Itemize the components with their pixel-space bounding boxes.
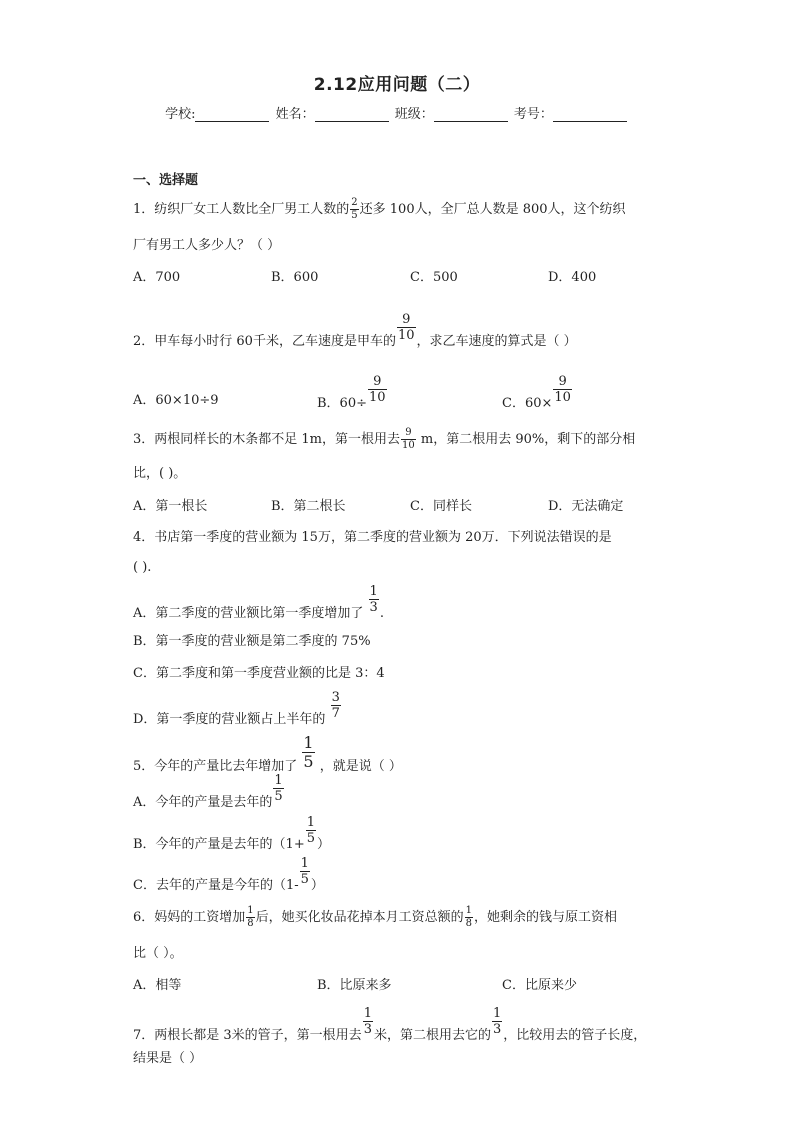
q2-option-b-fraction: $\frac{9}{10}$	[369, 374, 386, 405]
q2-line1	[133, 312, 577, 356]
q5-option-a[interactable]: A．今年的产量是去年的 $\frac{1}{5}$	[133, 773, 283, 810]
q3-option-b[interactable]: B．第二根长	[271, 499, 346, 514]
q2-option-c-fraction: $\frac{9}{10}$	[554, 374, 571, 405]
page-title: 2.12应用问题（二）	[313, 75, 481, 95]
q7-line1	[133, 1006, 647, 1050]
q1-option-a[interactable]: A．700	[133, 270, 181, 285]
q4-option-a-fraction: $\frac{1}{3}$	[369, 584, 378, 615]
q6-line2: 比（ ）。	[133, 946, 183, 961]
q6-text-b: 后，她买化妆品花掉本月工资总额的	[255, 910, 464, 925]
q5-option-b[interactable]: B．今年的产量是去年的（1+ $\frac{1}{5}$ ）	[133, 815, 331, 852]
q7-text-b: 米，第二根用去它的	[373, 1028, 491, 1043]
q6-fraction-1: $\frac{1}{8}$	[247, 905, 254, 929]
q3-fraction: $\frac{9}{10}$	[402, 427, 415, 451]
q5-option-a-fraction: $\frac{1}{5}$	[274, 773, 283, 804]
q4-option-d-fraction: $\frac{3}{7}$	[331, 690, 340, 721]
q5-option-c[interactable]: C．去年的产量是今年的（1- $\frac{1}{5}$ ）	[133, 856, 324, 893]
q5-option-c-fraction: $\frac{1}{5}$	[300, 856, 309, 887]
q6-text-a: 6．妈妈的工资增加	[133, 910, 246, 925]
q2-fraction: $\frac{9}{10}$	[397, 312, 415, 343]
number-blank[interactable]	[553, 107, 627, 122]
q5-text-a: 5．今年的产量比去年增加了	[133, 759, 298, 774]
name-label: 姓名：	[275, 107, 315, 122]
q1-option-b[interactable]: B．600	[271, 270, 319, 285]
q6-option-b[interactable]: B．比原来多	[317, 978, 392, 993]
section-heading: 一、选择题	[133, 173, 199, 188]
name-blank[interactable]	[315, 107, 389, 122]
q1-option-c[interactable]: C．500	[410, 270, 458, 285]
q2-text-a: 2．甲车每小时行 60千米，乙车速度是甲车的	[133, 334, 396, 349]
school-label: 学校:	[165, 107, 196, 122]
q6-line1	[133, 906, 617, 929]
q3-text-b: m，第二根用去 90%，剩下的部分相	[416, 432, 636, 447]
q2-option-a[interactable]: A．60×10÷9	[133, 393, 219, 408]
q1-line1	[133, 198, 626, 221]
q4-option-b[interactable]: B．第一季度的营业额是第二季度的 75%	[133, 634, 371, 649]
q3-line2: 比，( )。	[133, 466, 187, 481]
q5-fraction: $\frac{1}{5}$	[303, 733, 314, 771]
q4-option-c[interactable]: C．第二季度和第一季度营业额的比是 3：4	[133, 666, 385, 681]
q4-option-d[interactable]: D．第一季度的营业额占上半年的 $\frac{3}{7}$	[133, 690, 340, 727]
q7-text-a: 7．两根长都是 3米的管子，第一根用去	[133, 1028, 362, 1043]
q6-option-c[interactable]: C．比原来少	[502, 978, 577, 993]
q2-option-c[interactable]: C．60× $\frac{9}{10}$	[502, 374, 571, 411]
q7-text-c: ，比较用去的管子长度，	[503, 1028, 647, 1043]
q7-fraction-1: $\frac{1}{3}$	[363, 1006, 372, 1037]
q3-line1	[133, 428, 635, 451]
q3-option-d[interactable]: D．无法确定	[548, 499, 624, 514]
student-info-row	[0, 103, 794, 122]
class-blank[interactable]	[434, 107, 508, 122]
q1-line2: 厂有男工人多少人？（ ）	[133, 238, 281, 253]
q7-fraction-2: $\frac{1}{3}$	[492, 1006, 502, 1037]
q6-text-c: ，她剩余的钱与原工资相	[474, 910, 618, 925]
q5-option-b-fraction: $\frac{1}{5}$	[306, 815, 315, 846]
q7-line2: 结果是（ ）	[133, 1051, 203, 1066]
q4-line1: 4．书店第一季度的营业额为 15万，第二季度的营业额为 20万．下列说法错误的是	[133, 530, 612, 545]
q6-fraction-2: $\frac{1}{8}$	[465, 905, 473, 929]
q3-option-a[interactable]: A．第一根长	[133, 499, 208, 514]
q5-text-b: ，就是说（ ）	[319, 759, 402, 774]
q1-fraction: $\frac{2}{5}$	[351, 197, 358, 221]
q3-option-c[interactable]: C．同样长	[410, 499, 472, 514]
q4-line2: ( ).	[133, 560, 152, 575]
q2-text-b: ，求乙车速度的算式是（ ）	[416, 334, 577, 349]
q1-option-d[interactable]: D．400	[548, 270, 597, 285]
q5-line1	[133, 733, 402, 784]
q1-text-a: 1．纺织厂女工人数比全厂男工人数的	[133, 202, 350, 217]
q1-text-b: 还多 100人，全厂总人数是 800人，这个纺织	[359, 202, 626, 217]
school-blank[interactable]	[195, 107, 269, 122]
q3-text-a: 3．两根同样长的木条都不足 1m，第一根用去	[133, 432, 401, 447]
number-label: 考号：	[513, 107, 553, 122]
q6-option-a[interactable]: A．相等	[133, 978, 182, 993]
class-label: 班级：	[394, 107, 434, 122]
q4-option-a[interactable]: A．第二季度的营业额比第一季度增加了 $\frac{1}{3}$ .	[133, 584, 384, 621]
q2-option-b[interactable]: B．60÷ $\frac{9}{10}$	[317, 374, 386, 411]
